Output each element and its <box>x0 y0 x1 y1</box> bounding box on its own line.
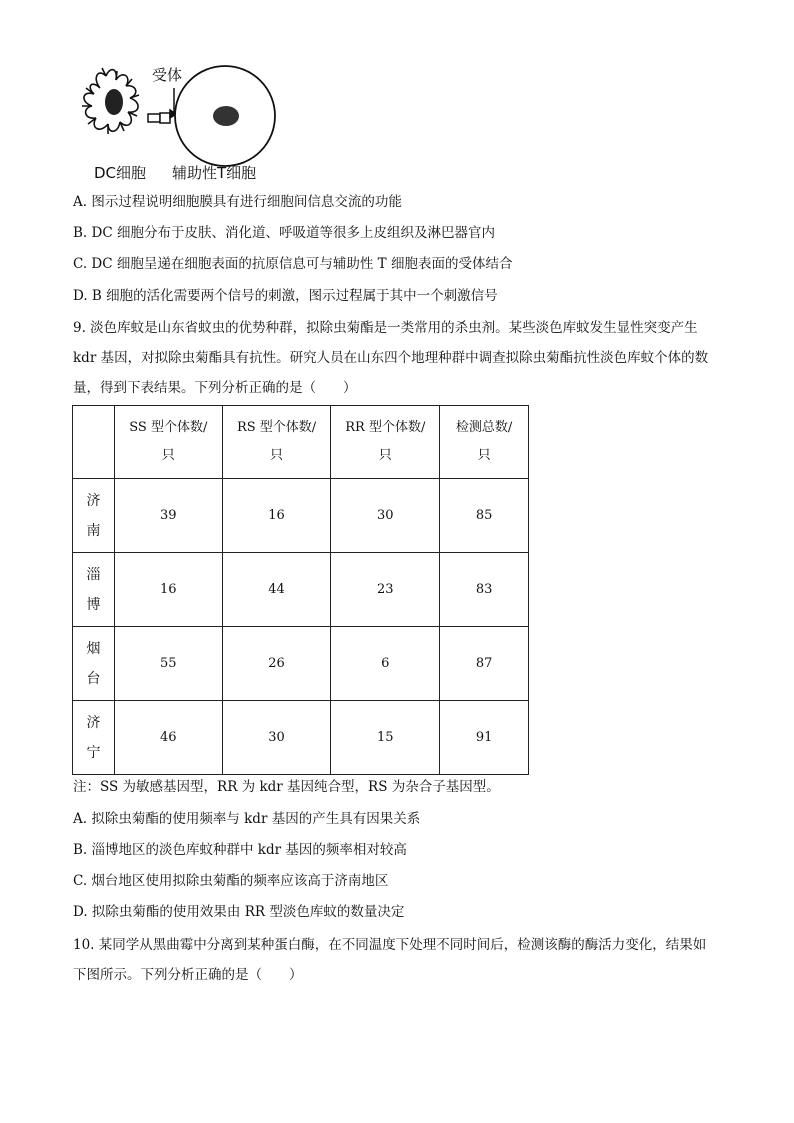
header-rs: RS 型个体数/ 只 <box>222 406 331 479</box>
value-cell: 83 <box>440 553 529 627</box>
value-cell: 16 <box>222 479 331 553</box>
table-row <box>73 701 529 775</box>
receptor-contact <box>148 88 176 123</box>
receptor-label: 受体 <box>152 66 183 84</box>
dc-nucleus <box>105 89 123 115</box>
value-cell: 44 <box>222 553 331 627</box>
value-cell: 85 <box>440 479 529 553</box>
q9-option-b: B. 淄博地区的淡色库蚊种群中 kdr 基因的频率相对较高 <box>73 842 407 858</box>
table-row <box>73 479 529 553</box>
table-row <box>73 553 529 627</box>
table-corner-cell <box>73 406 115 479</box>
q9-stem-line-3: 量，得到下表结果。下列分析正确的是（ ） <box>73 380 357 396</box>
value-cell: 30 <box>331 479 440 553</box>
value-cell: 87 <box>440 627 529 701</box>
value-cell: 91 <box>440 701 529 775</box>
q8-option-c: C. DC 细胞呈递在细胞表面的抗原信息可与辅助性 T 细胞表面的受体结合 <box>73 256 513 272</box>
header-total: 检测总数/ 只 <box>440 406 529 479</box>
value-cell: 26 <box>222 627 331 701</box>
header-rr: RR 型个体数/ 只 <box>331 406 440 479</box>
genotype-table <box>72 405 529 775</box>
q9-option-a: A. 拟除虫菊酯的使用频率与 kdr 基因的产生具有因果关系 <box>73 811 421 827</box>
t-cell-label: 辅助性T细胞 <box>172 164 257 182</box>
region-cell: 济 宁 <box>73 701 115 775</box>
header-ss: SS 型个体数/ 只 <box>114 406 222 479</box>
value-cell: 23 <box>331 553 440 627</box>
q9-stem-line-2: kdr 基因，对拟除虫菊酯具有抗性。研究人员在山东四个地理种群中调查拟除虫菊酯抗性淡色库蚊个体的数 <box>73 350 709 366</box>
region-cell: 烟 台 <box>73 627 115 701</box>
value-cell: 6 <box>331 627 440 701</box>
dc-cell-label: DC细胞 <box>94 164 147 182</box>
value-cell: 30 <box>222 701 331 775</box>
dc-t-cell-figure <box>70 58 300 183</box>
q8-option-a: A. 图示过程说明细胞膜具有进行细胞间信息交流的功能 <box>73 194 402 210</box>
q9-table-note: 注：SS 为敏感基因型，RR 为 kdr 基因纯合型，RS 为杂合子基因型。 <box>73 779 500 795</box>
region-cell: 济 南 <box>73 479 115 553</box>
value-cell: 46 <box>114 701 222 775</box>
q8-option-d: D. B 细胞的活化需要两个信号的刺激，图示过程属于其中一个刺激信号 <box>73 288 498 304</box>
table-header-row <box>73 406 529 479</box>
t-cell-nucleus <box>213 106 239 126</box>
value-cell: 15 <box>331 701 440 775</box>
q9-option-d: D. 拟除虫菊酯的使用效果由 RR 型淡色库蚊的数量决定 <box>73 904 405 920</box>
q10-stem-line-2: 下图所示。下列分析正确的是（ ） <box>73 967 303 983</box>
q10-stem-line-1: 10. 某同学从黑曲霉中分离到某种蛋白酶，在不同温度下处理不同时间后，检测该酶的酶活力变化，结果如 <box>73 937 707 953</box>
value-cell: 55 <box>114 627 222 701</box>
q9-option-c: C. 烟台地区使用拟除虫菊酯的频率应该高于济南地区 <box>73 873 389 889</box>
table-row <box>73 627 529 701</box>
value-cell: 39 <box>114 479 222 553</box>
q9-stem-line-1: 9. 淡色库蚊是山东省蚊虫的优势种群，拟除虫菊酯是一类常用的杀虫剂。某些淡色库蚊发生显性突变产生 <box>73 320 698 336</box>
q8-option-b: B. DC 细胞分布于皮肤、消化道、呼吸道等很多上皮组织及淋巴器官内 <box>73 225 495 241</box>
value-cell: 16 <box>114 553 222 627</box>
region-cell: 淄 博 <box>73 553 115 627</box>
